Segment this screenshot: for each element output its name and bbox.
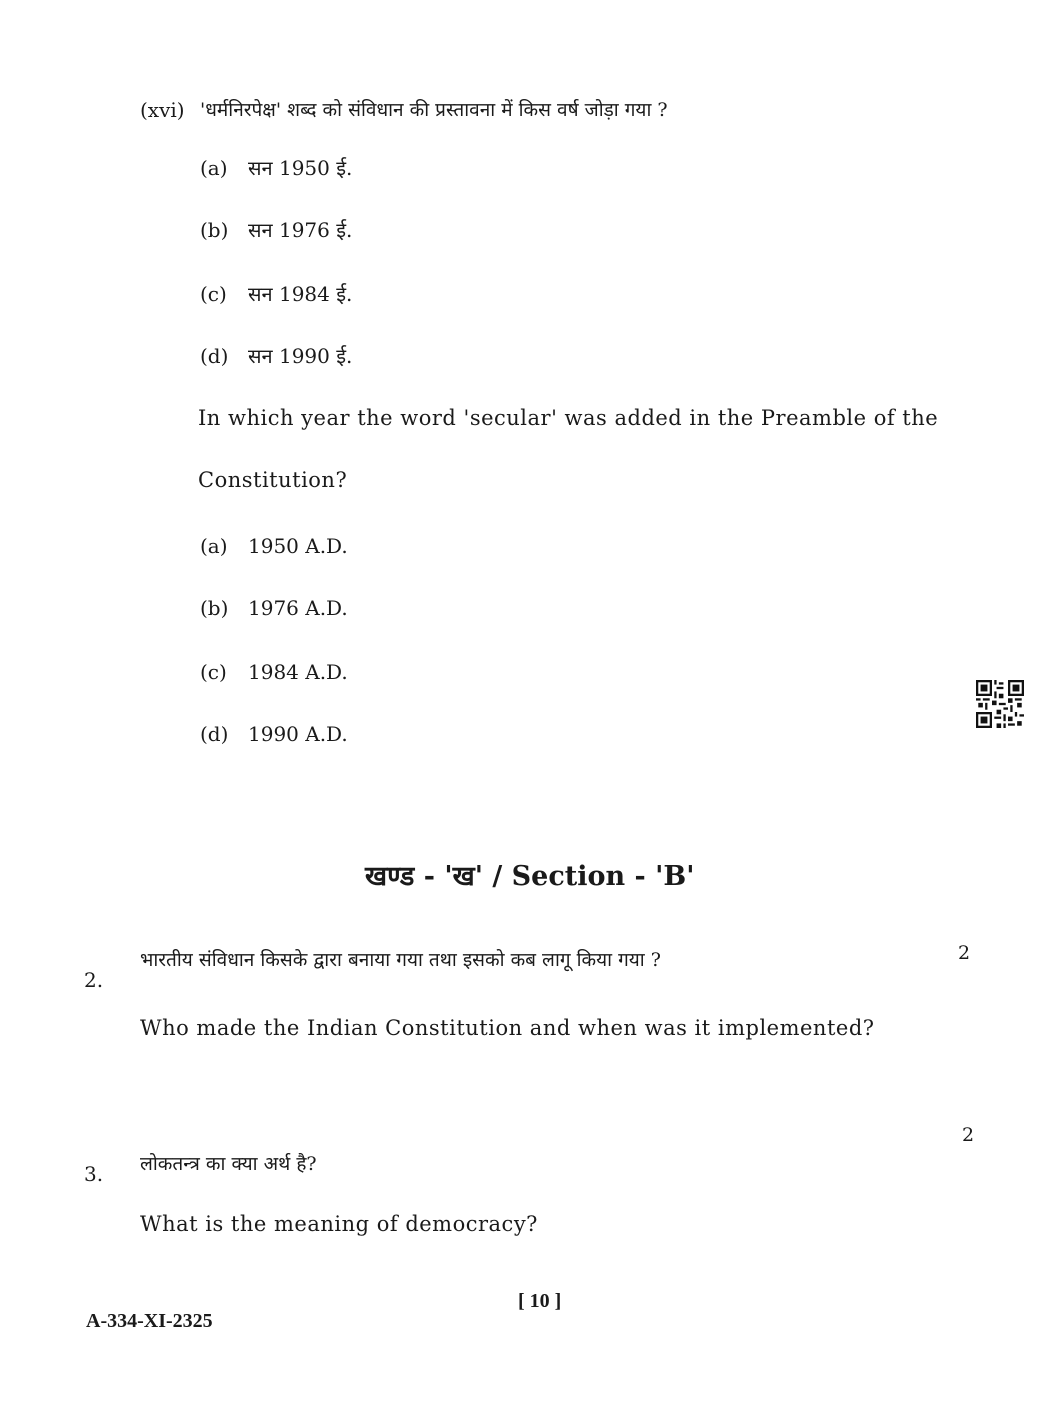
english-option-a [200, 534, 348, 558]
option-text: सन 1990 ई. [248, 344, 353, 368]
option-letter: (d) [200, 722, 229, 746]
question-xvi-number: (xvi) [140, 98, 185, 122]
option-text: 1976 A.D. [248, 596, 348, 620]
qr-code-icon [976, 680, 1024, 728]
option-text: 1984 A.D. [248, 660, 348, 684]
option-text: सन 1984 ई. [248, 282, 353, 306]
option-letter: (b) [200, 218, 229, 242]
option-letter: (a) [200, 534, 228, 558]
english-option-d [200, 722, 348, 746]
option-letter: (d) [200, 344, 229, 368]
question-3-marks: 2 [962, 1124, 975, 1146]
option-letter: (c) [200, 660, 227, 684]
option-text: सन 1950 ई. [248, 156, 353, 180]
option-letter: (c) [200, 282, 227, 306]
hindi-option-b [200, 216, 352, 243]
section-heading: खण्ड - 'ख' / Section - 'B' [365, 861, 695, 892]
option-letter: (b) [200, 596, 229, 620]
hindi-option-a [200, 154, 352, 181]
question-2-hindi-text: भारतीय संविधान किसके द्वारा बनाया गया तथा इसको कब लागू किया गया ? [140, 949, 661, 971]
question-3-english-text: What is the meaning of democracy? [140, 1212, 538, 1236]
question-xvi-english-line2: Constitution? [198, 468, 348, 492]
paper-code: A-334-XI-2325 [86, 1310, 213, 1332]
option-text: 1990 A.D. [248, 722, 348, 746]
question-xvi-english-line1: In which year the word 'secular' was added in the Preamble of the [198, 406, 939, 430]
question-3-number: 3. [84, 1162, 104, 1186]
option-text: 1950 A.D. [248, 534, 348, 558]
option-letter: (a) [200, 156, 228, 180]
question-2-english-text: Who made the Indian Constitution and when was it implemented? [140, 1016, 875, 1040]
hindi-option-d [200, 342, 352, 369]
option-text: सन 1976 ई. [248, 218, 353, 242]
question-2-number: 2. [84, 968, 104, 992]
page-number: [ 10 ] [518, 1290, 562, 1312]
question-2-marks: 2 [958, 942, 971, 964]
english-option-b [200, 596, 348, 620]
question-xvi-hindi-text: 'धर्मनिरपेक्ष' शब्द को संविधान की प्रस्तावना में किस वर्ष जोड़ा गया ? [200, 99, 668, 121]
question-3-hindi-text: लोकतन्त्र का क्या अर्थ है? [140, 1153, 317, 1175]
english-option-c [200, 660, 348, 684]
hindi-option-c [200, 280, 352, 307]
